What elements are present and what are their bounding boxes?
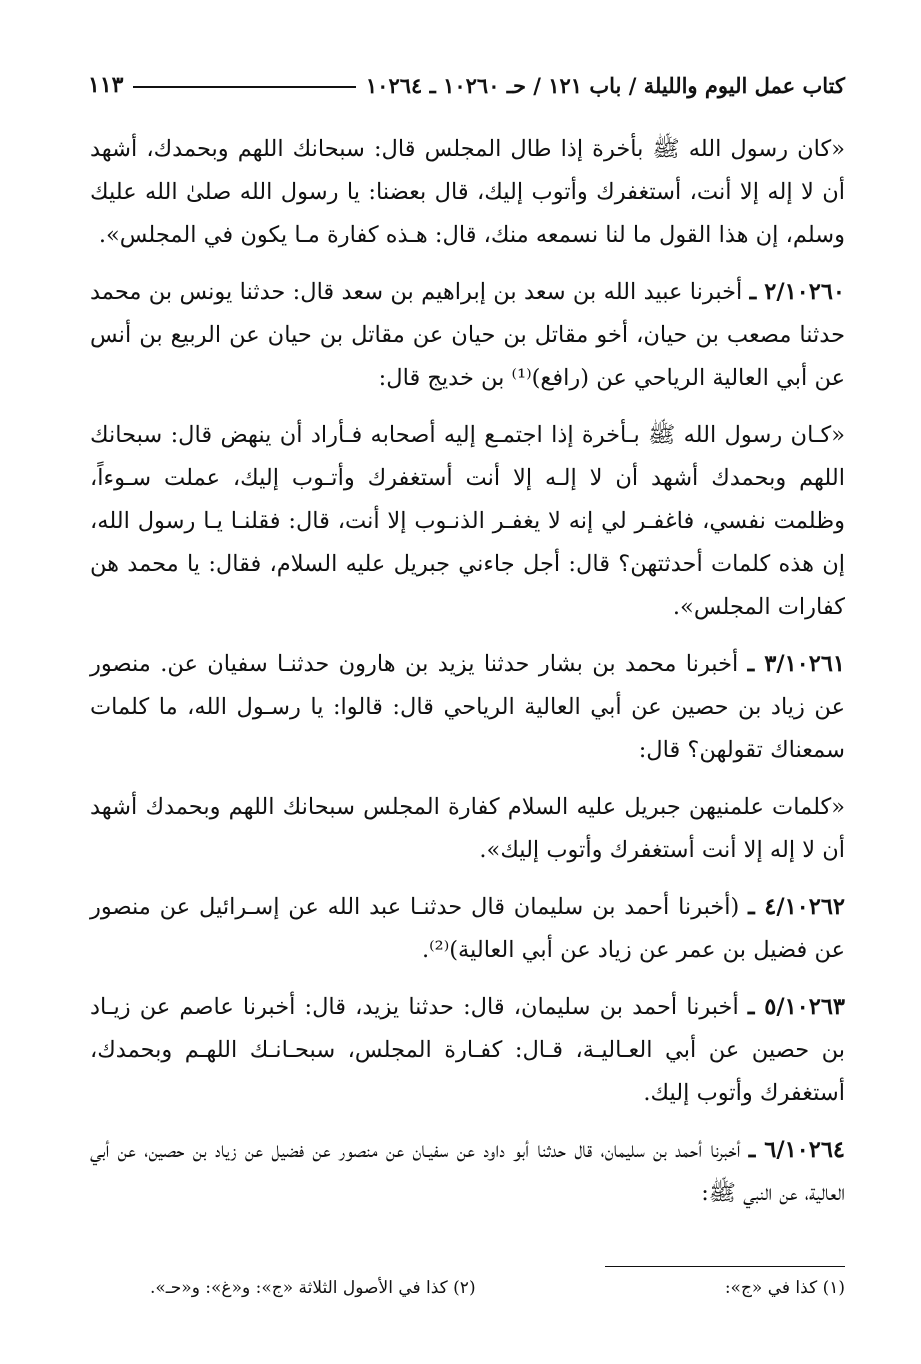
hadith-entry bbox=[90, 986, 845, 1115]
footnote-1: (١) كذا في «ج»: bbox=[724, 1278, 845, 1298]
hadith-chain: أخبرنا عبيد الله بن سعد بن إبراهيم بن سعد قال: حدثنا يونس بن محمد حدثنا مصعب بن حيان، أخو مقاتل بن حيان عن مقاتل بن حيان عن الربيع بن أنس عن أبي العالية الرياحي عن (رافع)⁽¹⁾ بن خديج قال: bbox=[90, 279, 845, 391]
hadith-number: ٥/١٠٢٦٣ ـ bbox=[747, 994, 845, 1020]
hadith-chain: أخبرنا أحمد بن سليمان، قال حدثنا أبو داود عن سفيـان عن منصور عن فضيل عن زياد بن حصين، عن أبي العالية، عن النبي ﷺ: bbox=[90, 1137, 845, 1206]
hadith-number: ٢/١٠٢٦٠ ـ bbox=[749, 279, 845, 305]
hadith-body: «كـان رسول الله ﷺ بـأخرة إذا اجتمـع إليه أصحابه فـأراد أن ينهض قال: سبحانك اللهم وبحمدك أشهد أن لا إلـه إلا أنت أستغفرك وأتـوب إليك، عملت سـوءاً، وظلمت نفسي، فاغفـر لي إنه لا يغفـر الذنـوب إلا أنت، قال: فقلنـا يـا رسول الله، إن هذه كلمات أحدثتهن؟ قال: أجل جاءني جبريل عليه السلام، فقال: يا محمد هن كفارات المجلس». bbox=[90, 422, 845, 620]
page-number: ١١٣ bbox=[88, 72, 124, 98]
hadith-entry bbox=[90, 1129, 845, 1215]
hadith-body: «كان رسول الله ﷺ بأخرة إذا طال المجلس قال: سبحانك اللهم وبحمدك، أشهد أن لا إله إلا أنت، أستغفرك وأتوب إليك، قال بعضنا: يا رسول الله صلىٰ الله عليك وسلم، إن هذا القول ما لنا نسمعه منك، قال: هـذه كفارة مـا يكون في المجلس». bbox=[90, 136, 845, 248]
hadith-chain: أخبرنا محمد بن بشار حدثنا يزيد بن هارون حدثنـا سفيان عن. منصور عن زياد بن حصين عن أبي العالية الرياحي قال: قالوا: يا رسـول الله، ما كلمات سمعناك تقولهن؟ قال: bbox=[90, 651, 845, 763]
hadith-number: ٦/١٠٢٦٤ ـ bbox=[748, 1137, 845, 1163]
hadith-number: ٣/١٠٢٦١ ـ bbox=[747, 651, 845, 677]
header-rule bbox=[133, 86, 355, 88]
footnotes bbox=[150, 1278, 845, 1298]
hadith-entry bbox=[90, 886, 845, 972]
hadith-chain: (أخبرنا أحمد بن سليمان قال حدثنـا عبد الله عن إسـرائيل عن منصور عن فضيل بن عمر عن زياد عن أبي العالية)⁽²⁾. bbox=[90, 894, 845, 963]
footnote-2: (٢) كذا في الأصول الثلاثة «ج»: و«غ»: و«حـ». bbox=[150, 1278, 476, 1298]
running-header bbox=[88, 68, 845, 102]
hadith-text bbox=[90, 414, 845, 629]
footnote-rule bbox=[605, 1266, 845, 1267]
hadith-entry bbox=[90, 643, 845, 772]
hadith-chain: أخبرنا أحمد بن سليمان، قال: حدثنا يزيد، قال: أخبرنا عاصم عن زيـاد بن حصين عن أبي العـاليـة، قـال: كفـارة المجلس، سبحـانـك اللهـم وبحمدك، أستغفرك وأتوب إليك. bbox=[90, 994, 845, 1106]
hadith-number: ٤/١٠٢٦٢ ـ bbox=[748, 894, 845, 920]
hadith-body: «كلمات علمنيهن جبريل عليه السلام كفارة المجلس سبحانك اللهم وبحمدك أشهد أن لا إله إلا أنت أستغفرك وأتوب إليك». bbox=[90, 794, 845, 863]
header-title: كتاب عمل اليوم والليلة / باب ١٢١ / حـ ١٠٢٦٠ ـ ١٠٢٦٤ bbox=[365, 72, 845, 98]
main-text bbox=[90, 128, 845, 1229]
hadith-text bbox=[90, 128, 845, 257]
hadith-entry bbox=[90, 271, 845, 400]
hadith-text bbox=[90, 786, 845, 872]
